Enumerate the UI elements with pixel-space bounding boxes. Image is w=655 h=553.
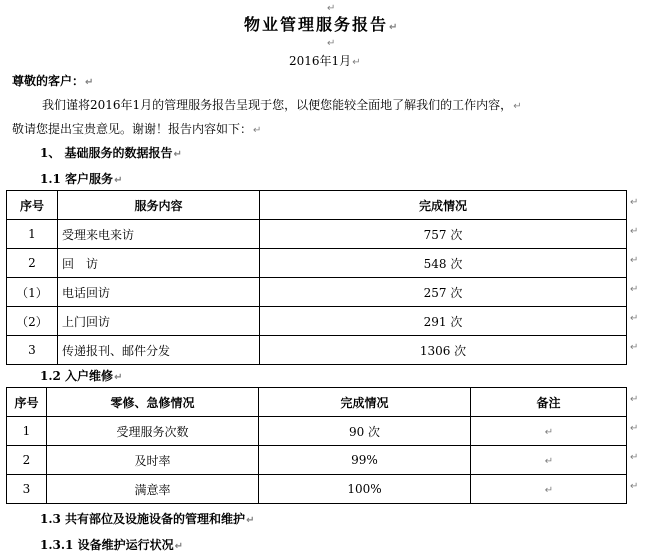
intro-text-1: 我们谨将2016年1月的管理服务报告呈现于您，以便您能较全面地了解我们的工作内容，: [42, 98, 513, 112]
section-heading-1-1: [40, 170, 122, 187]
table-cell: 受理服务次数: [47, 417, 259, 446]
table-cell: 1: [7, 220, 58, 249]
table-row: [7, 307, 627, 336]
paragraph-mark: ↵: [544, 485, 554, 496]
paragraph-mark: ↵: [544, 427, 554, 438]
table-cell: 回 访: [58, 249, 260, 278]
table-cell: 99%: [259, 446, 471, 475]
paragraph-mark: ↵: [114, 372, 123, 383]
paragraph-mark: ↵: [327, 3, 336, 14]
row-end-mark: ↵: [630, 197, 639, 208]
table-cell: 满意率: [47, 475, 259, 504]
table-cell: 上门回访: [58, 307, 260, 336]
table-cell: 2: [7, 446, 47, 475]
table-cell: 1: [7, 417, 47, 446]
row-end-mark: ↵: [630, 481, 639, 492]
table-row: [7, 220, 627, 249]
paragraph-mark: ↵: [544, 456, 554, 467]
row-end-mark: ↵: [630, 394, 639, 405]
table-row: [7, 446, 627, 475]
table-header-cell: 序号: [7, 191, 58, 220]
table-cell: [471, 475, 627, 504]
table-cell: 传递报刊、邮件分发: [58, 336, 260, 365]
table-cell: [471, 446, 627, 475]
intro-line-1: [42, 96, 522, 113]
paragraph-mark: ↵: [513, 101, 522, 112]
table-cell: 电话回访: [58, 278, 260, 307]
paragraph-mark: ↵: [246, 515, 255, 526]
intro-text-2: 敬请您提出宝贵意见。谢谢！报告内容如下：: [12, 122, 253, 136]
table-cell: 90 次: [259, 417, 471, 446]
row-end-mark: ↵: [630, 423, 639, 434]
section-heading-1-3-1: [40, 536, 183, 553]
table-row: [7, 249, 627, 278]
table-row: [7, 336, 627, 365]
table-header-row: [7, 191, 627, 220]
paragraph-mark: ↵: [85, 77, 94, 88]
section-1-text: 1、 基础服务的数据报告: [40, 146, 173, 160]
document-title: [244, 12, 399, 35]
table-cell: 3: [7, 336, 58, 365]
home-repair-table: [6, 387, 627, 504]
table-header-cell: 完成情况: [259, 388, 471, 417]
table-row: [7, 475, 627, 504]
row-end-mark: ↵: [630, 452, 639, 463]
table-row: [7, 417, 627, 446]
table-header-row: [7, 388, 627, 417]
table-cell: 548 次: [260, 249, 627, 278]
row-end-mark: ↵: [630, 284, 639, 295]
table-cell: 3: [7, 475, 47, 504]
paragraph-mark: ↵: [114, 175, 123, 186]
row-end-mark: ↵: [630, 313, 639, 324]
table-header-cell: 备注: [471, 388, 627, 417]
section-1-3-1-text: 1.3.1 设备维护运行状况: [40, 538, 174, 552]
row-end-mark: ↵: [630, 342, 639, 353]
row-end-mark: ↵: [630, 255, 639, 266]
paragraph-mark: ↵: [352, 57, 361, 68]
date-text: 2016年1月: [289, 54, 352, 68]
table-cell: （1）: [7, 278, 58, 307]
customer-service-table: [6, 190, 627, 365]
section-heading-1-3: [40, 510, 254, 527]
table-row: [7, 278, 627, 307]
table-cell: [471, 417, 627, 446]
intro-line-2: [12, 120, 261, 137]
table-header-cell: 序号: [7, 388, 47, 417]
table-cell: 1306 次: [260, 336, 627, 365]
section-1-2-text: 1.2 入户维修: [40, 369, 114, 383]
table-cell: 2: [7, 249, 58, 278]
greeting-text: 尊敬的客户：: [12, 74, 85, 88]
table-cell: 757 次: [260, 220, 627, 249]
section-heading-1-2: [40, 367, 122, 384]
paragraph-mark: ↵: [389, 22, 400, 33]
paragraph-mark: ↵: [174, 541, 183, 552]
title-text: 物业管理服务报告: [244, 15, 389, 34]
section-1-1-text: 1.1 客户服务: [40, 172, 114, 186]
row-end-mark: ↵: [630, 226, 639, 237]
table-cell: 291 次: [260, 307, 627, 336]
greeting: [12, 72, 93, 89]
table-header-cell: 完成情况: [260, 191, 627, 220]
table-header-cell: 零修、急修情况: [47, 388, 259, 417]
table-cell: 257 次: [260, 278, 627, 307]
table-cell: （2）: [7, 307, 58, 336]
report-date: [289, 52, 361, 69]
table-cell: 及时率: [47, 446, 259, 475]
table-cell: 受理来电来访: [58, 220, 260, 249]
paragraph-mark: ↵: [327, 38, 336, 49]
table-cell: 100%: [259, 475, 471, 504]
section-1-3-text: 1.3 共有部位及设施设备的管理和维护: [40, 512, 246, 526]
paragraph-mark: ↵: [173, 149, 182, 160]
paragraph-mark: ↵: [253, 125, 262, 136]
section-heading-1: [40, 144, 182, 161]
table-header-cell: 服务内容: [58, 191, 260, 220]
